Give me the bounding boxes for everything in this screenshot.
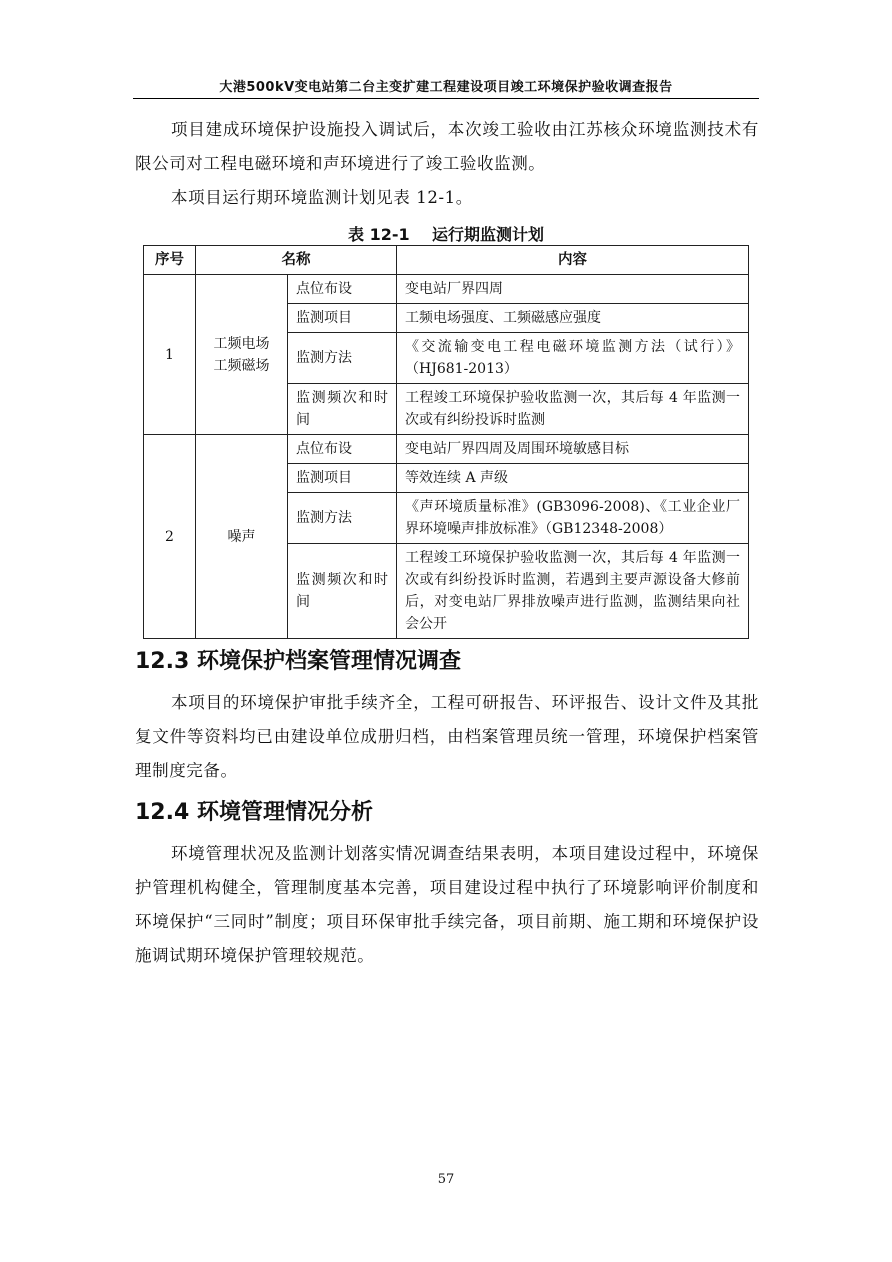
header-index: 序号	[144, 246, 196, 275]
header-name: 名称	[196, 246, 397, 275]
monitoring-plan-table	[143, 245, 749, 639]
group-2-name: 噪声	[196, 435, 288, 639]
section-12-3-paragraph: 本项目的环境保护审批手续齐全，工程可研报告、环评报告、设计文件及其批复文件等资料均已由建设单位成册归档，由档案管理员统一管理，环境保护档案管理制度完备。	[135, 693, 759, 780]
table-caption: 表 12-1 运行期监测计划	[348, 225, 544, 244]
row-item: 监测频次和时间	[288, 384, 397, 435]
header-content: 内容	[397, 246, 749, 275]
row-item: 点位布设	[288, 275, 397, 304]
row-item: 监测方法	[288, 493, 397, 544]
row-content: 工程竣工环境保护验收监测一次，其后每 4 年监测一次或有纠纷投诉时监测	[397, 384, 749, 435]
row-content: 变电站厂界四周及周围环境敏感目标	[397, 435, 749, 464]
section-12-4-heading: 12.4 环境管理情况分析	[135, 800, 373, 825]
group-1-name	[196, 275, 288, 435]
intro-paragraph-1: 项目建成环境保护设施投入调试后，本次竣工验收由江苏核众环境监测技术有限公司对工程电磁环境和声环境进行了竣工验收监测。	[135, 120, 759, 173]
section-12-3-heading: 12.3 环境保护档案管理情况调查	[135, 649, 461, 674]
table-row	[144, 275, 749, 304]
row-content: 工程竣工环境保护验收监测一次，其后每 4 年监测一次或有纠纷投诉时监测，若遇到主要声源设备大修前后，对变电站厂界排放噪声进行监测，监测结果向社会公开	[397, 544, 749, 639]
row-content: 等效连续 A 声级	[397, 464, 749, 493]
header-divider	[133, 98, 759, 99]
table-header-row	[144, 246, 749, 275]
row-content: 《声环境质量标准》(GB3096-2008)、《工业企业厂界环境噪声排放标准》（GB12348-2008）	[397, 493, 749, 544]
row-content: 变电站厂界四周	[397, 275, 749, 304]
row-item: 监测项目	[288, 464, 397, 493]
intro-paragraph-2: 本项目运行期环境监测计划见表 12-1。	[171, 188, 473, 207]
row-item: 点位布设	[288, 435, 397, 464]
group-1-index: 1	[144, 275, 196, 435]
group-1-name-line-1: 工频电场	[213, 335, 270, 352]
section-12-4-paragraph: 环境管理状况及监测计划落实情况调查结果表明，本项目建设过程中，环境保护管理机构健全，管理制度基本完善，项目建设过程中执行了环境影响评价制度和环境保护“三同时”制度；项目环保审批手续完备，项目前期、施工期和环境保护设施调试期环境保护管理较规范。	[135, 844, 759, 965]
group-2-index: 2	[144, 435, 196, 639]
row-item: 监测频次和时间	[288, 544, 397, 639]
row-content: 工频电场强度、工频磁感应强度	[397, 304, 749, 333]
row-content: 《交流输变电工程电磁环境监测方法（试行）》（HJ681-2013）	[397, 333, 749, 384]
page-number: 57	[437, 1172, 455, 1187]
row-item: 监测项目	[288, 304, 397, 333]
group-1-name-line-2: 工频磁场	[213, 357, 270, 374]
table-row	[144, 435, 749, 464]
page-header-title: 大港500kV变电站第二台主变扩建工程建设项目竣工环境保护验收调查报告	[219, 80, 673, 95]
row-item: 监测方法	[288, 333, 397, 384]
